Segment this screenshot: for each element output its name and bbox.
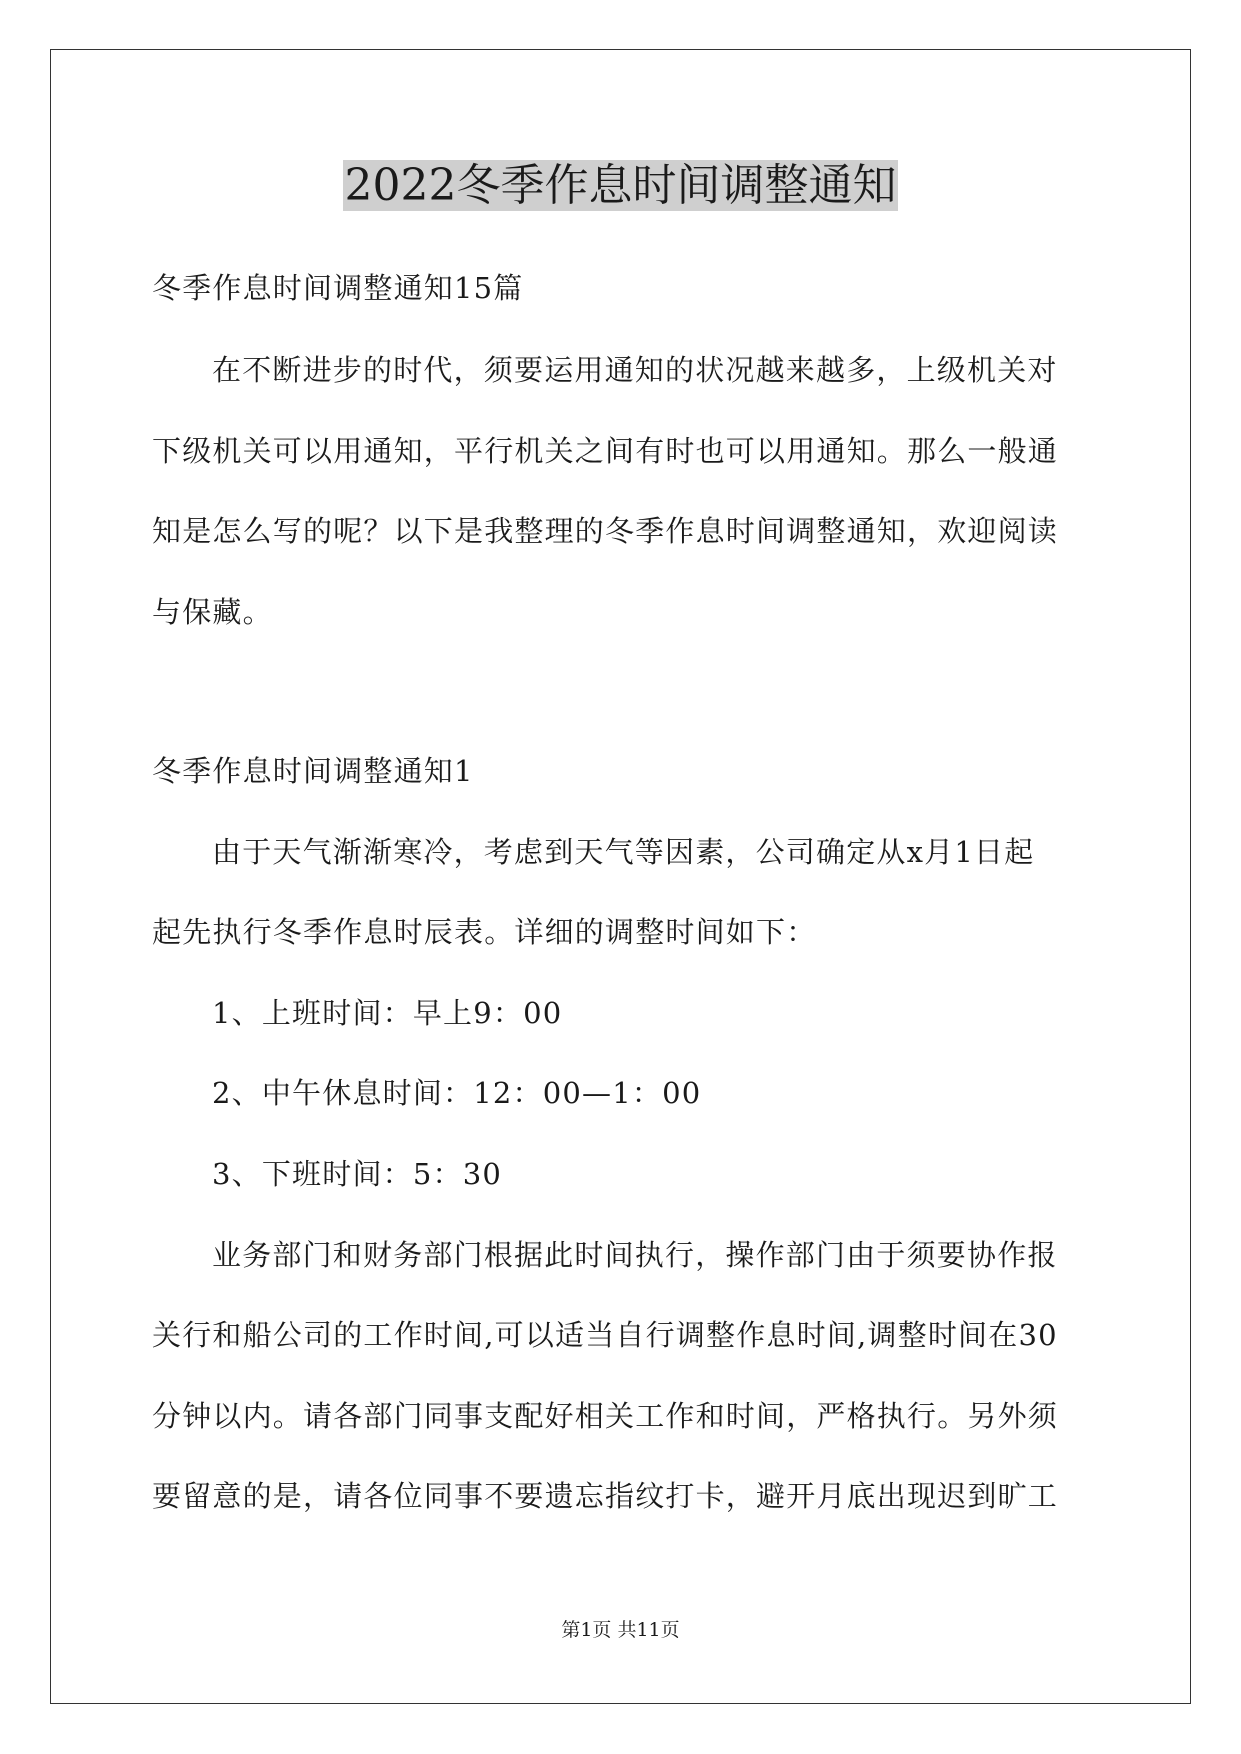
intro-line-4: 与保藏。 [152, 595, 273, 629]
schedule-item-2: 2、中午休息时间：12：00—1：00 [212, 1076, 702, 1110]
intro-line-3: 知是怎么写的呢？以下是我整理的冬季作息时间调整通知，欢迎阅读 [152, 514, 1059, 548]
document-title-text: 2022冬季作息时间调整通知 [344, 160, 897, 211]
section-line-9: 要留意的是，请各位同事不要遗忘指纹打卡，避开月底出现迟到旷工 [152, 1479, 1059, 1513]
subtitle: 冬季作息时间调整通知15篇 [152, 271, 524, 305]
document-title [0, 158, 1241, 214]
section-line-6: 业务部门和财务部门根据此时间执行，操作部门由于须要协作报 [212, 1238, 1058, 1272]
section-line-1: 由于天气渐渐寒冷，考虑到天气等因素，公司确定从x月1日起 [212, 835, 1035, 869]
section-line-7: 关行和船公司的工作时间,可以适当自行调整作息时间,调整时间在30 [152, 1318, 1058, 1352]
schedule-item-1: 1、上班时间：早上9：00 [212, 996, 563, 1030]
schedule-item-3: 3、下班时间：5：30 [212, 1157, 503, 1191]
section-line-8: 分钟以内。请各部门同事支配好相关工作和时间，严格执行。另外须 [152, 1399, 1059, 1433]
intro-line-1: 在不断进步的时代，须要运用通知的状况越来越多，上级机关对 [212, 353, 1058, 387]
intro-line-2: 下级机关可以用通知，平行机关之间有时也可以用通知。那么一般通 [152, 434, 1059, 468]
page-footer: 第1页 共11页 [561, 1619, 680, 1641]
section-line-2: 起先执行冬季作息时辰表。详细的调整时间如下： [152, 915, 817, 949]
section-heading: 冬季作息时间调整通知1 [152, 754, 474, 788]
